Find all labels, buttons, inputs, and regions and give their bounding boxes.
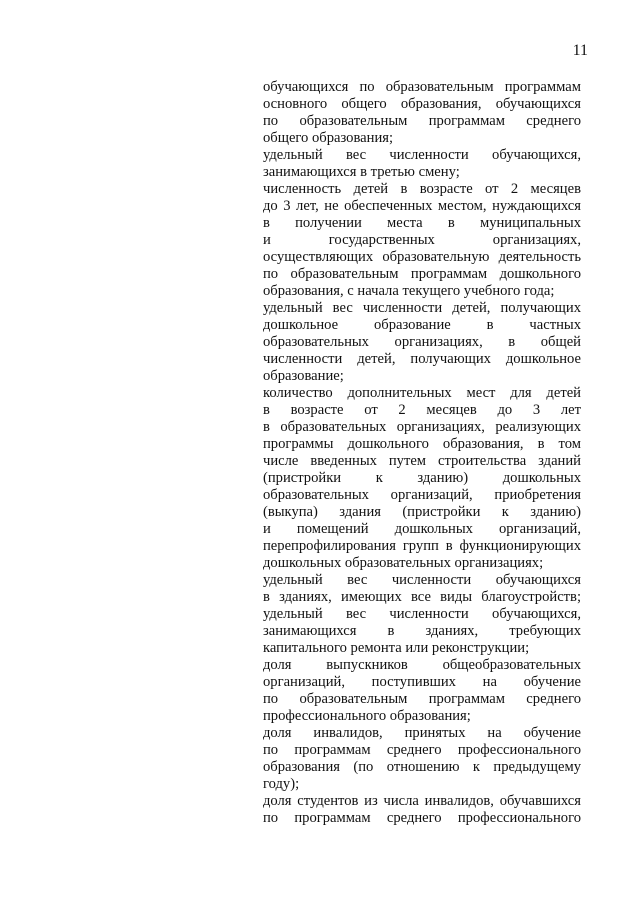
text-line: осуществляющих образовательную деятельность xyxy=(263,249,581,265)
text-line: общего образования; xyxy=(263,130,394,146)
text-line: по образовательным программам дошкольного xyxy=(263,266,581,282)
text-line: образования (по отношению к предыдущему xyxy=(263,759,581,775)
text-line: (пристройки к зданию) дошкольных xyxy=(263,470,581,486)
text-line: в образовательных организациях, реализующих xyxy=(263,419,581,435)
text-line: по программам среднего профессионального xyxy=(263,810,581,826)
text-line: количество дополнительных мест для детей xyxy=(263,385,581,401)
text-line: числе введенных путем строительства зданий xyxy=(263,453,581,469)
text-line: по образовательным программам среднего xyxy=(263,113,581,129)
text-line: профессионального образования; xyxy=(263,708,471,724)
text-line: программы дошкольного образования, в том xyxy=(263,436,581,452)
text-line: образование; xyxy=(263,368,344,384)
text-line: году); xyxy=(263,776,300,792)
text-line: численность детей в возрасте от 2 месяцев xyxy=(263,181,581,197)
text-line: удельный вес численности детей, получающих xyxy=(263,300,581,316)
text-line: образования, с начала текущего учебного года; xyxy=(263,283,555,299)
text-line: перепрофилирования групп в функционирующих xyxy=(263,538,581,554)
text-line: и государственных организациях, xyxy=(263,232,581,248)
text-line: дошкольное образование в частных xyxy=(263,317,581,333)
text-line: обучающихся по образовательным программам xyxy=(263,79,581,95)
text-line: удельный вес численности обучающихся, xyxy=(263,606,581,622)
text-line: основного общего образования, обучающихся xyxy=(263,96,581,112)
text-line: доля инвалидов, принятых на обучение xyxy=(263,725,581,741)
text-line: в возрасте от 2 месяцев до 3 лет xyxy=(263,402,581,418)
page-number: 11 xyxy=(572,42,588,59)
text-line: доля выпускников общеобразовательных xyxy=(263,657,581,673)
text-line: образовательных организаций, приобретения xyxy=(263,487,581,503)
text-line: по программам среднего профессионального xyxy=(263,742,581,758)
document-text xyxy=(263,79,581,827)
text-line: (выкупа) здания (пристройки к зданию) xyxy=(263,504,581,520)
text-line: и помещений дошкольных организаций, xyxy=(263,521,581,537)
text-line: занимающихся в зданиях, требующих xyxy=(263,623,581,639)
text-line: образовательных организациях, в общей xyxy=(263,334,581,350)
text-line: по образовательным программам среднего xyxy=(263,691,581,707)
text-line: капитального ремонта или реконструкции; xyxy=(263,640,530,656)
text-line: удельный вес численности обучающихся xyxy=(263,572,581,588)
text-line: в получении места в муниципальных xyxy=(263,215,581,231)
text-line: до 3 лет, не обеспеченных местом, нуждающихся xyxy=(263,198,581,214)
text-line: занимающихся в третью смену; xyxy=(263,164,460,180)
text-line: в зданиях, имеющих все виды благоустройств; xyxy=(263,589,581,605)
text-line: доля студентов из числа инвалидов, обучавшихся xyxy=(263,793,581,809)
text-line: численности детей, получающих дошкольное xyxy=(263,351,581,367)
text-line: удельный вес численности обучающихся, xyxy=(263,147,581,163)
text-line: организаций, поступивших на обучение xyxy=(263,674,581,690)
text-line: дошкольных образовательных организациях; xyxy=(263,555,544,571)
